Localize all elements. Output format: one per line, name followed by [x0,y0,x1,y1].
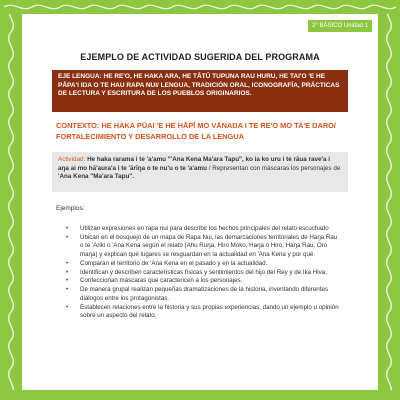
decorative-border-bottom [0,390,400,400]
list-item: • De manera grupal realizan pequeñas dramatizaciones de la historia, inventando diferentes diálogos entre los protagonistas. [62,286,340,303]
activity-label: Actividad: [58,156,86,163]
eje-box: EJE LENGUA: HE RE'O, HE HAKA ARA, HE TĀTŪ TUPUNA RAU HURU, HE TAI'O 'E HE PĀPA'I IŊA O TE HAU RAPA NUI/ LENGUA, TRADICIÓN ORAL, ICONOGRAFÍA, PRÁCTICAS DE LECTURA Y ESCRITURA DE LOS PUEBLOS ORIGINARIOS. [52,70,348,112]
decorative-border-top [0,0,400,14]
activity-text-rapanui: He haka rarama i te 'a'amu "'Ana Kena Ma'ara Tapu", ko ia ko uru i te rāua rave'a i aŋa ai mo hā'aura'a i te 'ārīŋa o te nu'u o te 'a'amu [58,156,330,172]
decorative-border-right [378,0,400,400]
border-pattern-left [0,0,22,400]
contexto-heading: CONTEXTO: HE HAKA PŪAI 'E HE HĀPĪ MO VĀNAŊA I TE RE'O MO TA'E ŊARO/ FORTALECIMIENTO Y DESARROLLO DE LA LENGUA [56,121,336,141]
list-item: • Utilizan expresiones en rapa nui para describir los hechos principales del relato escuchado [62,225,340,233]
examples-list [62,225,340,321]
decorative-border-left [0,0,22,400]
activity-text-spanish: / Representan con máscaras los personajes de [206,164,341,172]
list-item: • Confeccionan máscaras que caractericen a los personajes. [62,277,340,285]
page-title: EJEMPLO DE ACTIVIDAD SUGERIDA DEL PROGRAMA [80,52,320,62]
border-pattern-top [0,0,400,14]
border-pattern-right [378,0,400,400]
list-item: • Establecen relaciones entre la historia y sus propias experiencias, dando un ejemplo u opinión sobre un aspecto del relato. [62,304,340,321]
activity-text-end: 'Ana Kena "Ma'ara Tapu". [58,173,135,180]
activity-box [52,152,348,192]
list-item: • Identifican y describen características físicas y sentimientos del hijo del Rey y de Ika Hiva. [62,269,340,277]
list-item: • Comparan el territorio de 'Ana Kena en el pasado y en la actualidad. [62,260,340,268]
grade-unit-badge: 2° BÁSICO Unidad 1 [308,20,372,32]
list-item: • Ubican en el bosquejo de un mapa de Rapa Nui, las demarcaciones territoriales de Haŋa Rau o te 'Ariki o 'Ana Kena según el relato (Ahu Ruŋa, Hiro Moko, Haŋa o Hiro, Haŋa Rau, Oro maŋa) y explican qué lugares se resguardan en la actualidad en 'Ana Kena y por qué. [62,234,340,259]
examples-label: Ejemplos: [56,205,85,212]
